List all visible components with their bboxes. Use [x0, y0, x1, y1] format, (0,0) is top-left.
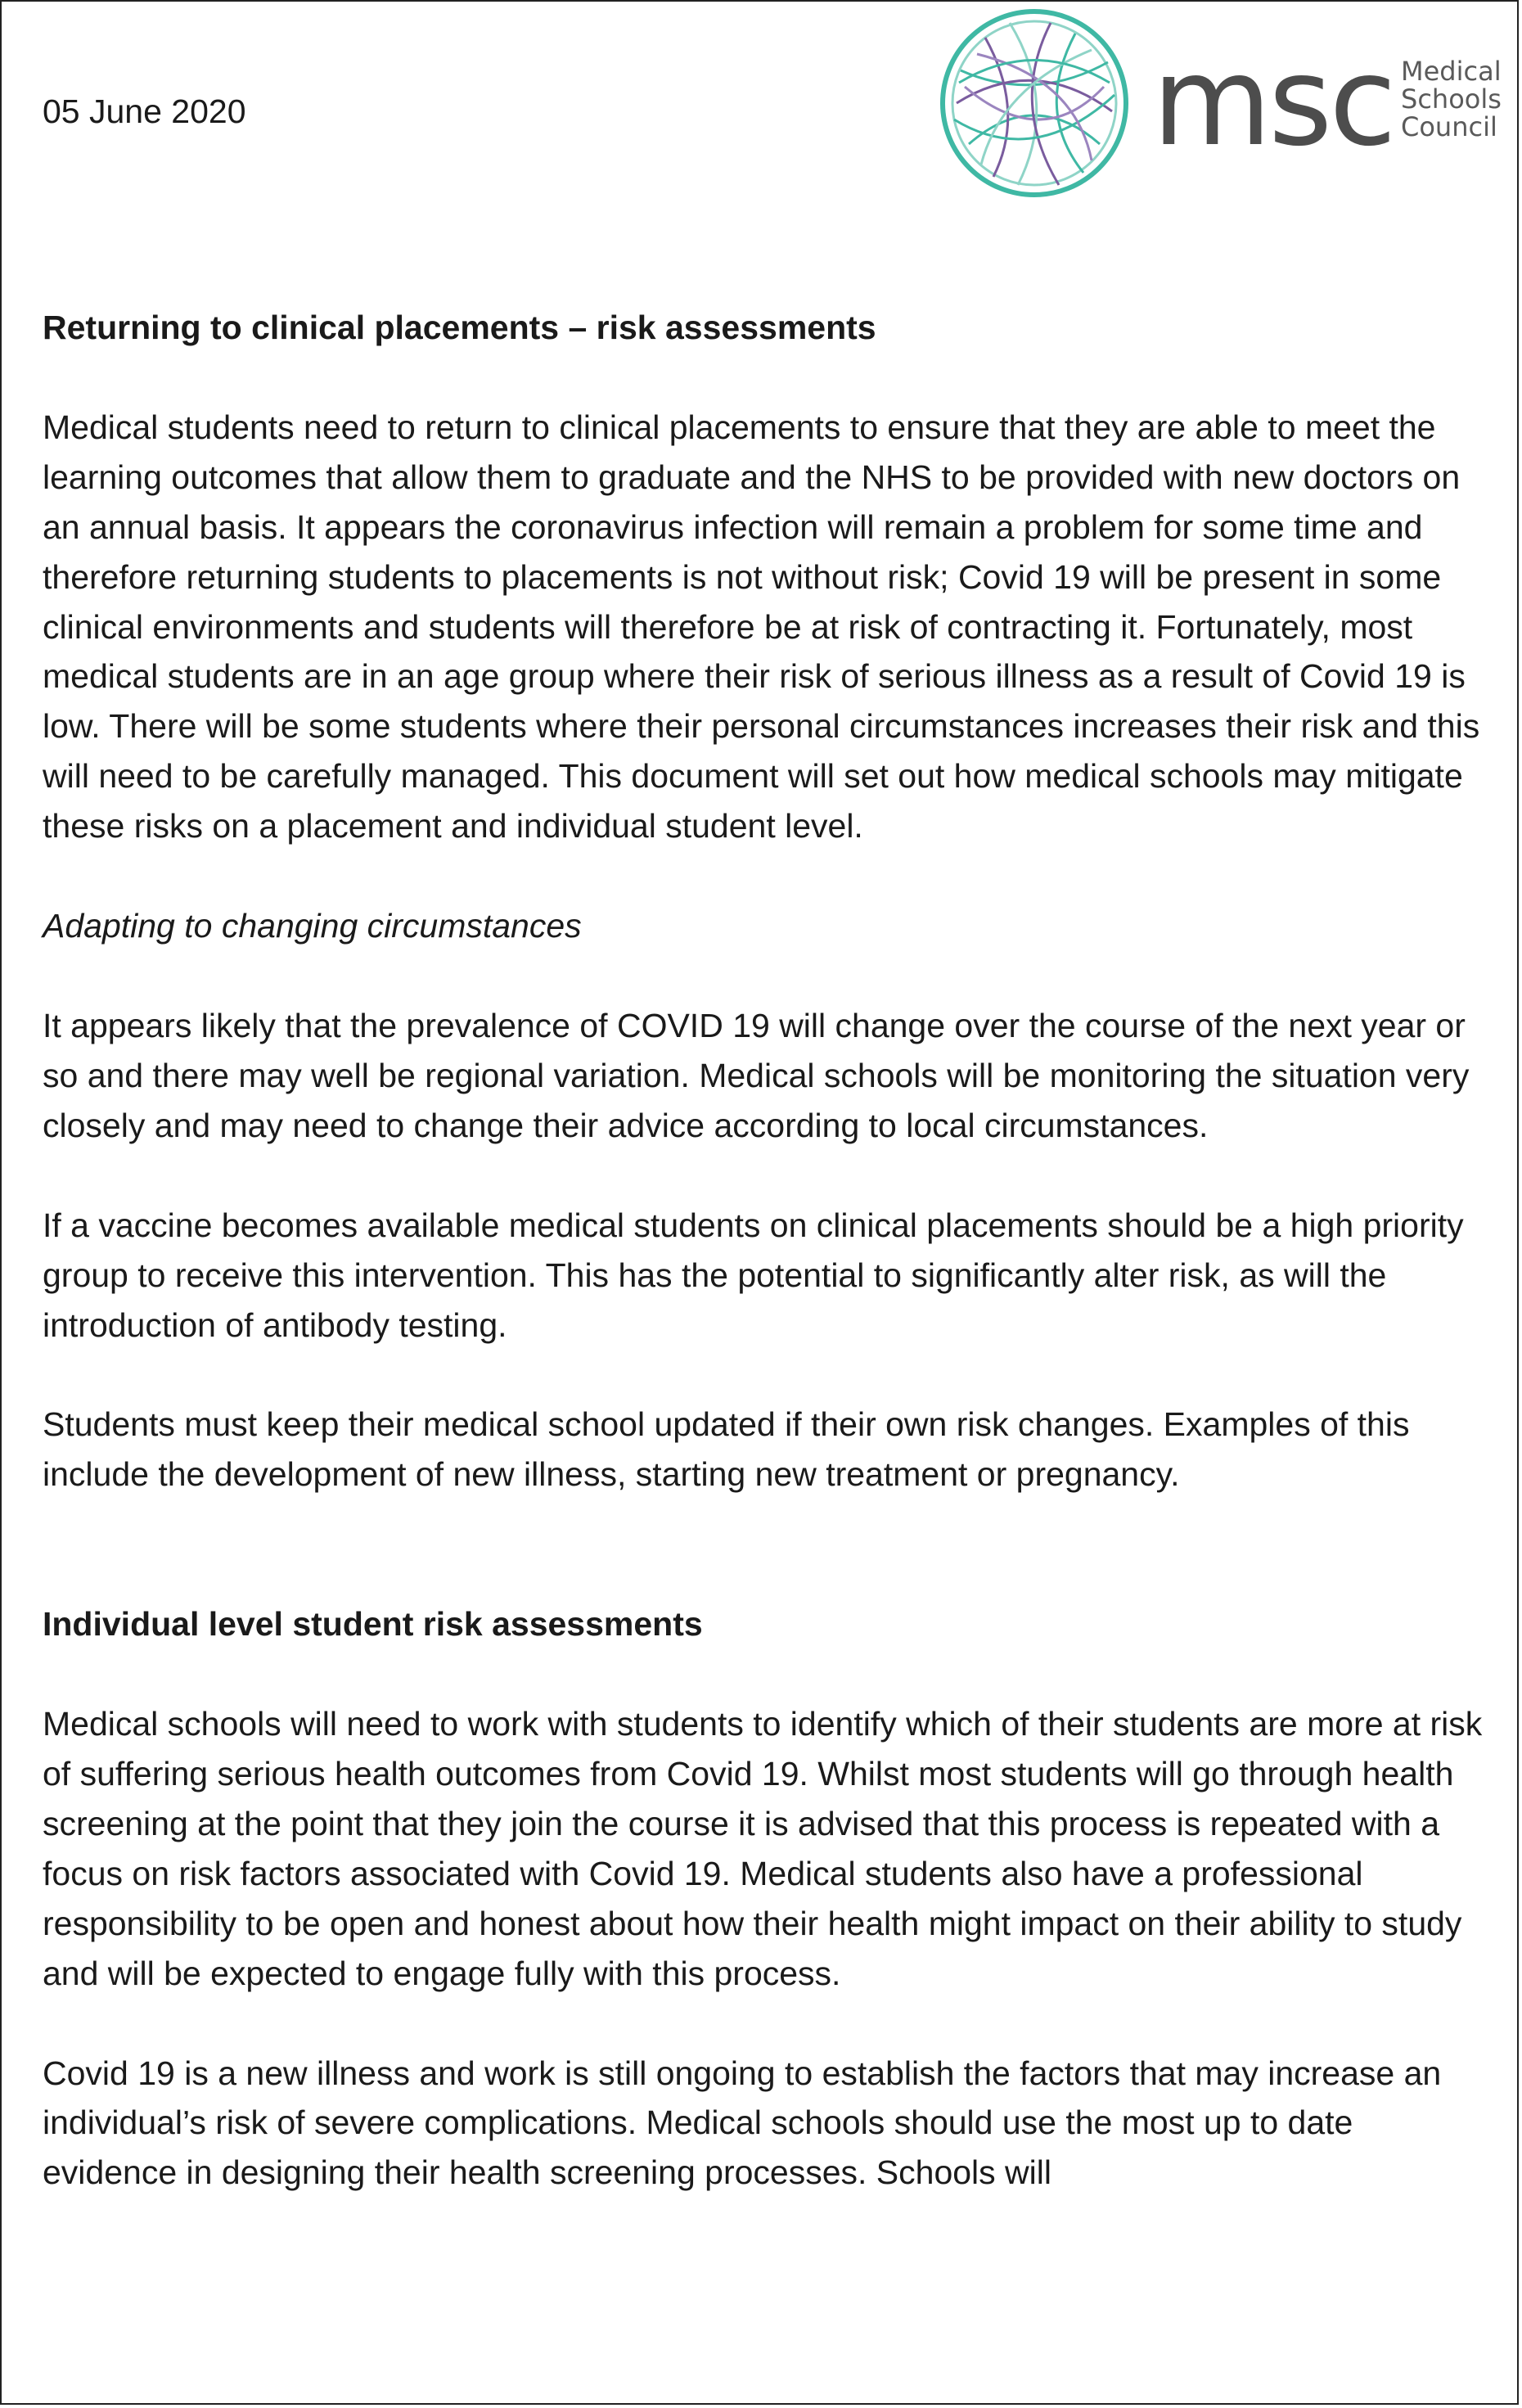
subheading-adapting: Adapting to changing circumstances	[43, 907, 582, 945]
logo-wordmark: msc	[1152, 31, 1394, 174]
document-date: 05 June 2020	[43, 92, 246, 130]
logo-subtext	[1401, 57, 1502, 141]
msc-logo	[936, 5, 1519, 201]
paragraph-screening: Medical schools will need to work with students to identify which of their students are more at risk of suffering serious health outcomes from Covid 19. Whilst most students will go through health screening at the point that they join the course it is advised that this process is repeated with a focus on risk factors associated with Covid 19. Medical students also have a professional responsibility to be open and honest about how their health might impact on their ability to study and will be expected to engage fully with this process.	[43, 1705, 1483, 1992]
paragraph-risk-updates: Students must keep their medical school updated if their own risk changes. Examples of this include the development of new illness, starting new treatment or pregnancy.	[43, 1405, 1410, 1494]
logo-subtext-line: Schools	[1401, 83, 1502, 115]
section-heading-individual: Individual level student risk assessments	[43, 1605, 703, 1644]
document-body	[43, 303, 1483, 2248]
section-heading-returning: Returning to clinical placements – risk assessments	[43, 309, 876, 346]
logo-subtext-line: Council	[1401, 111, 1497, 142]
spacer	[43, 1549, 1483, 1599]
paragraph-new-illness: Covid 19 is a new illness and work is still ongoing to establish the factors that may increase an individual’s risk of severe complications. Medical schools should use the most up to date evidence in designing their health screening processes. Schools will	[43, 2054, 1442, 2192]
logo-subtext-line: Medical	[1401, 56, 1502, 87]
paragraph-prevalence: It appears likely that the prevalence of COVID 19 will change over the course of the next year or so and there may well be regional variation. Medical schools will be monitoring the situation very closely and may need to change their advice according to local circumstances.	[43, 1006, 1470, 1144]
paragraph-intro: Medical students need to return to clinical placements to ensure that they are able to meet the learning outcomes that allow them to graduate and the NHS to be provided with new doctors on an annual basis. It appears the coronavirus infection will remain a problem for some time and therefore returning students to placements is not without risk; Covid 19 will be present in some clinical environments and students will therefore be at risk of contracting it. Fortunately, most medical students are in an age group where their risk of serious illness as a result of Covid 19 is low. There will be some students where their personal circumstances increases their risk and this will need to be carefully managed. This document will set out how medical schools may mitigate these risks on a placement and individual student level.	[43, 408, 1480, 846]
logo-emblem-icon	[936, 5, 1132, 201]
paragraph-vaccine: If a vaccine becomes available medical students on clinical placements should be a high priority group to receive this intervention. This has the potential to significantly alter risk, as will the introduction of antibody testing.	[43, 1206, 1464, 1344]
